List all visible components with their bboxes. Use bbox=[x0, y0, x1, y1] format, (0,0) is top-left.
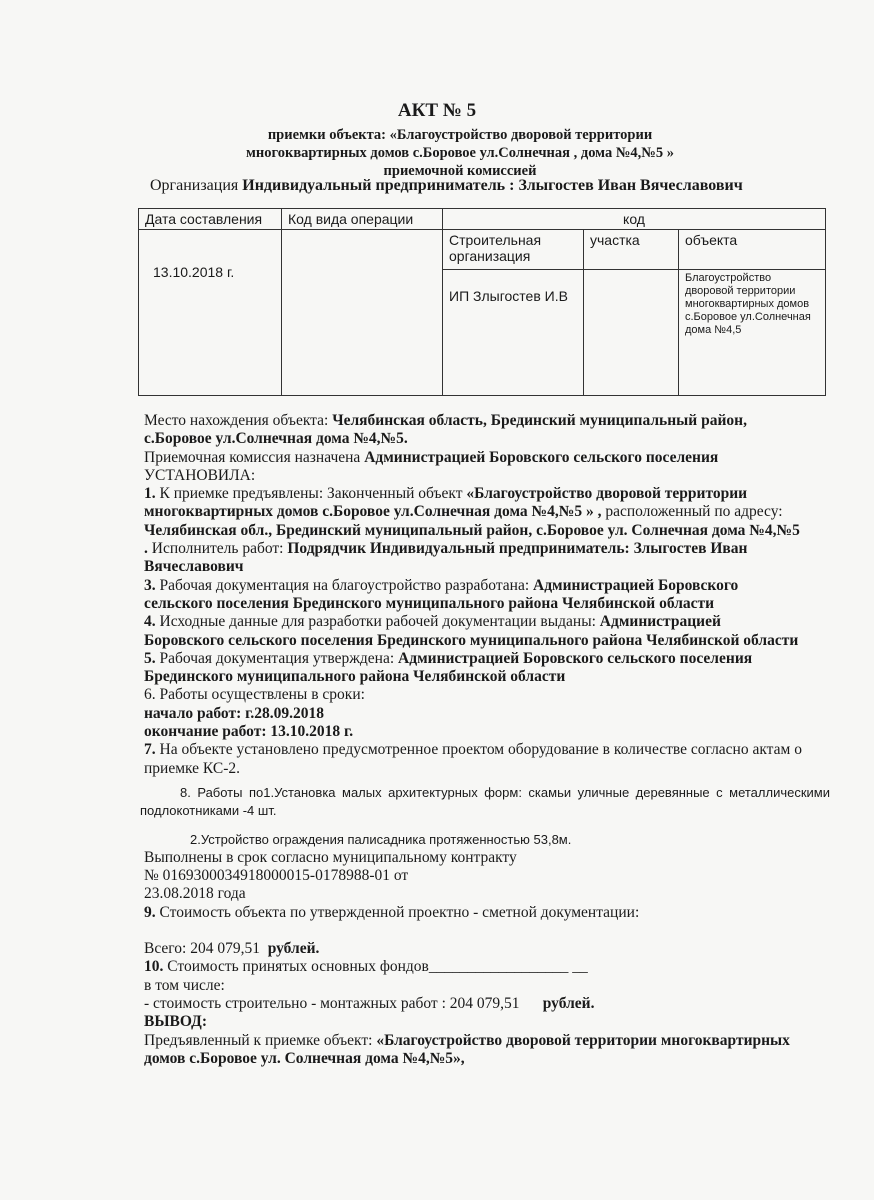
item-8-2: 2.Устройство ограждения палисадника протяженностью 53,8м. bbox=[190, 831, 572, 847]
site-value-cell bbox=[584, 270, 679, 396]
final-paragraph: Предъявленный к приемке объект: «Благоустройство дворовой территории многоквартирных домов с.Боровое ул. Солнечная дома №4,№5», bbox=[144, 1031, 790, 1067]
sub-site-header: участка bbox=[584, 230, 679, 270]
including-line: в том числе: bbox=[144, 976, 225, 994]
item-7: 7. На объекте установлено предусмотренное проектом оборудование в количестве согласно актам о приемке КС-2. bbox=[144, 741, 802, 777]
org-label: Организация bbox=[150, 177, 239, 194]
construction-cost-line: - стоимость строительно - монтажных работ : 204 079,51 рублей. bbox=[144, 994, 595, 1012]
sub-object-header: объекта bbox=[679, 230, 826, 270]
act-title: АКТ № 5 bbox=[397, 100, 477, 121]
item-3: 3. Рабочая документация на благоустройство разработана: Администрацией Боровского сельского поселения Брединского муниципального района Челябинской области bbox=[144, 576, 739, 612]
item-8: 8. Работы по1.Установка малых архитектурных форм: скамьи уличные деревянные с металлическими подлокотниками -4 шт. bbox=[140, 784, 830, 819]
act-subtitle bbox=[150, 126, 770, 180]
col-date-header: Дата составления bbox=[139, 209, 282, 230]
work-start: начало работ: г.28.09.2018 bbox=[144, 704, 325, 722]
conclusion-heading: ВЫВОД: bbox=[144, 1013, 208, 1031]
work-end: окончание работ: 13.10.2018 г. bbox=[144, 723, 354, 741]
total-line: Всего: 204 079,51 рублей. bbox=[144, 940, 320, 958]
contract-line-2: № 0169300034918000015-0178988-01 от bbox=[144, 867, 409, 885]
org-value: Индивидуальный предприниматель : Злыгостев Иван Вячеславович bbox=[242, 177, 743, 194]
contract-line-1: Выполнены в срок согласно муниципальному контракту bbox=[144, 848, 517, 866]
act-body bbox=[140, 412, 830, 1068]
item-9: 9. Стоимость объекта по утвержденной проектно - сметной документации: bbox=[144, 903, 640, 921]
op-code-cell bbox=[282, 230, 443, 396]
sub-builder-header: Строительная организация bbox=[443, 230, 584, 270]
item-1: 1. К приемке предъявлены: Законченный объект «Благоустройство дворовой территории многоквартирных домов с.Боровое ул.Солнечная дома №4,№5 » , расположенный по адресу: Челябинская обл., Брединский муниципальный район, с.Боровое ул. Солнечная дома №4,№5 bbox=[144, 485, 800, 539]
commission-paragraph: Приемочная комиссия назначена Администрацией Боровского сельского поселения bbox=[144, 448, 719, 466]
organization-line bbox=[150, 177, 743, 195]
builder-value: ИП Злыгостев И.В bbox=[443, 270, 584, 396]
item-10: 10. Стоимость принятых основных фондов__________________ __ bbox=[144, 958, 588, 976]
col-code-header: код bbox=[443, 209, 826, 230]
item-4: 4. Исходные данные для разработки рабочей документации выданы: Администрацией Боровского сельского поселения Брединского муниципального района Челябинской области bbox=[144, 613, 799, 649]
subtitle-line-1: приемки объекта: «Благоустройство дворовой территории bbox=[267, 127, 653, 143]
location-paragraph: Место нахождения объекта: Челябинская область, Брединский муниципальный район, с.Боровое ул.Солнечная дома №4,№5. bbox=[144, 412, 747, 448]
item-2: . Исполнитель работ: Подрядчик Индивидуальный предприниматель: Злыгостев Иван Вячеславович bbox=[144, 540, 748, 576]
subtitle-line-2: многоквартирных домов с.Боровое ул.Солнечная , дома №4,№5 » bbox=[246, 145, 674, 161]
contract-line-3: 23.08.2018 года bbox=[144, 885, 246, 903]
item-6: 6. Работы осуществлены в сроки: bbox=[144, 686, 365, 704]
subtitle-line-3: приемочной комиссией bbox=[383, 163, 537, 179]
col-op-header: Код вида операции bbox=[282, 209, 443, 230]
object-value: Благоустройство дворовой территории многоквартирных домов с.Боровое ул.Солнечная дома №4,5 bbox=[679, 270, 826, 396]
established-heading: УСТАНОВИЛА: bbox=[144, 466, 256, 484]
date-value: 13.10.2018 г. bbox=[139, 230, 282, 396]
header-table bbox=[138, 208, 826, 396]
item-5: 5. Рабочая документация утверждена: Администрацией Боровского сельского поселения Брединского муниципального района Челябинской области bbox=[144, 649, 753, 686]
